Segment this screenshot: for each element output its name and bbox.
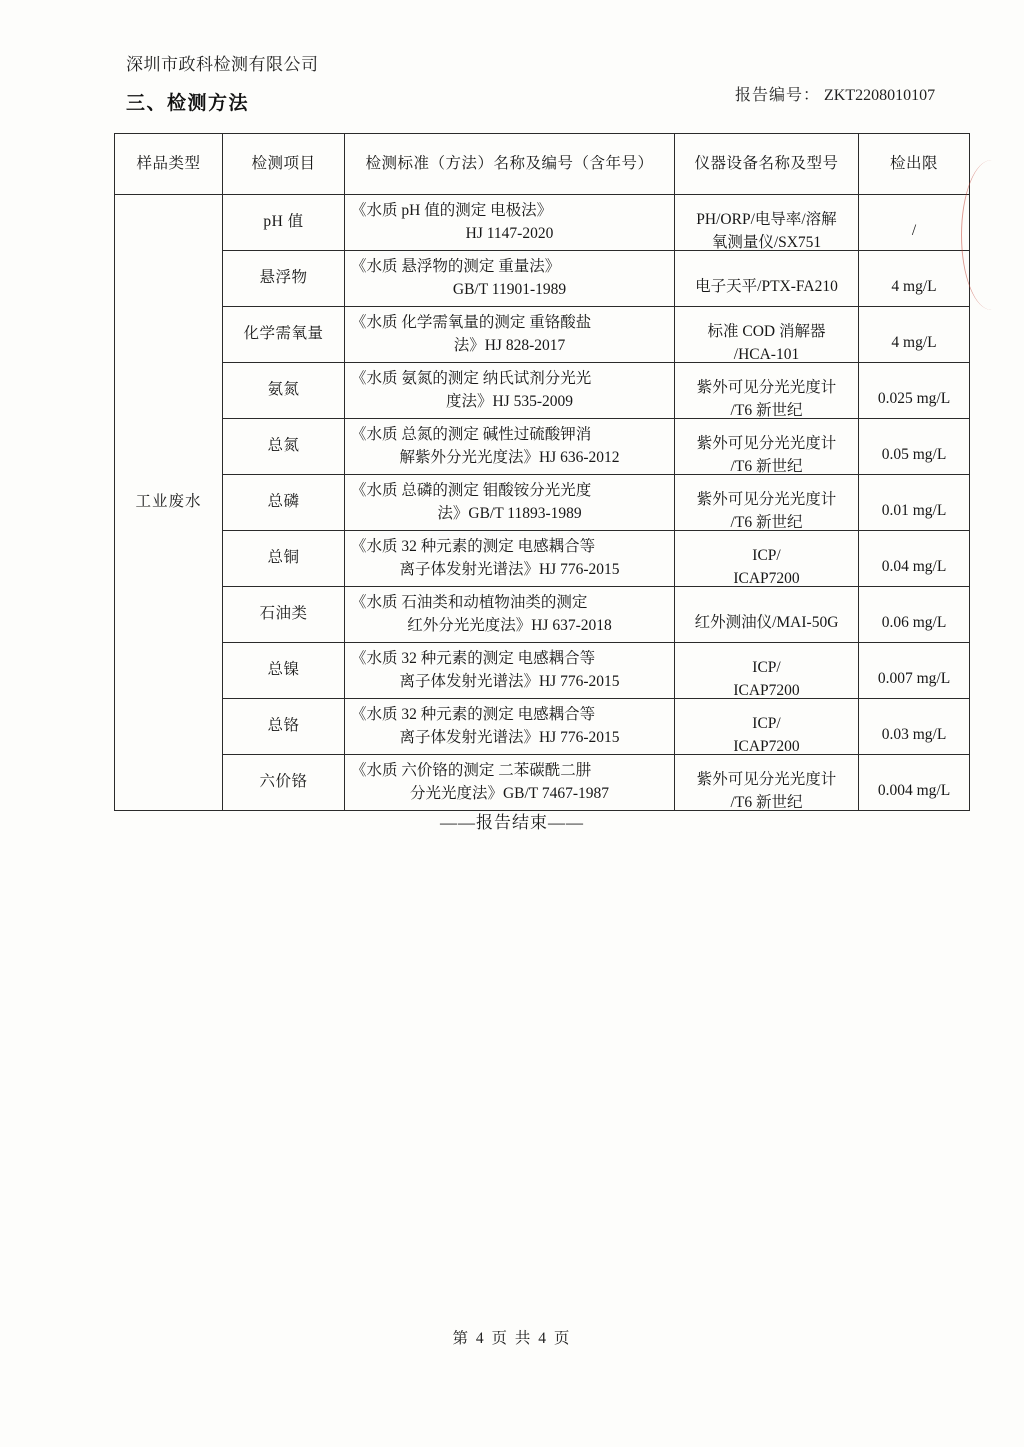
cell-detection-limit bbox=[859, 195, 970, 251]
cell-detection-limit bbox=[859, 587, 970, 643]
table-row bbox=[115, 251, 970, 307]
cell-instrument bbox=[675, 699, 859, 755]
cell-standard bbox=[345, 363, 675, 419]
standard-line-2: 离子体发射光谱法》HJ 776-2015 bbox=[399, 672, 620, 690]
standard-line-1: 《水质 石油类和动植物油类的测定 bbox=[351, 594, 588, 612]
column-header-standard: 检测标准（方法）名称及编号（含年号） bbox=[345, 134, 675, 195]
detection-limit-value: 4 mg/L bbox=[891, 278, 937, 296]
table-row bbox=[115, 531, 970, 587]
cell-test-item: 总氮 bbox=[223, 419, 345, 475]
table-row bbox=[115, 307, 970, 363]
cell-detection-limit bbox=[859, 307, 970, 363]
cell-instrument bbox=[675, 363, 859, 419]
section-title: 三、检测方法 bbox=[126, 93, 250, 114]
cell-test-item: 氨氮 bbox=[223, 363, 345, 419]
cell-instrument bbox=[675, 755, 859, 811]
company-name: 深圳市政科检测有限公司 bbox=[126, 55, 319, 74]
report-number-value: ZKT2208010107 bbox=[824, 87, 936, 104]
instrument-line-1: 紫外可见分光光度计 bbox=[696, 379, 837, 397]
cell-standard bbox=[345, 755, 675, 811]
stamp-arc-mark bbox=[961, 160, 1022, 310]
end-of-report-text: ——报告结束—— bbox=[440, 813, 584, 832]
cell-detection-limit bbox=[859, 475, 970, 531]
standard-line-1: 《水质 32 种元素的测定 电感耦合等 bbox=[351, 650, 596, 668]
instrument-line-1: 标准 COD 消解器 bbox=[707, 323, 826, 341]
standard-line-1: 《水质 总磷的测定 钼酸铵分光光度 bbox=[351, 482, 592, 500]
cell-test-item: 悬浮物 bbox=[223, 251, 345, 307]
instrument-line-2: /T6 新世纪 bbox=[730, 401, 803, 419]
standard-line-1: 《水质 32 种元素的测定 电感耦合等 bbox=[351, 538, 596, 556]
instrument-line-1: PH/ORP/电导率/溶解 bbox=[696, 211, 837, 229]
standard-line-2: 度法》HJ 535-2009 bbox=[445, 392, 573, 410]
instrument-line-2: /HCA-101 bbox=[733, 345, 800, 363]
cell-instrument bbox=[675, 195, 859, 251]
cell-instrument bbox=[675, 531, 859, 587]
detection-limit-value: 0.04 mg/L bbox=[881, 558, 947, 576]
column-header-detection-limit: 检出限 bbox=[859, 134, 970, 195]
detection-limit-value: 0.06 mg/L bbox=[881, 614, 947, 632]
standard-line-2: HJ 1147-2020 bbox=[465, 224, 554, 242]
method-table-wrapper bbox=[114, 133, 969, 811]
standard-line-1: 《水质 32 种元素的测定 电感耦合等 bbox=[351, 706, 596, 724]
instrument-line-1: 紫外可见分光光度计 bbox=[696, 491, 837, 509]
detection-limit-value: / bbox=[911, 222, 917, 240]
page-footer: 第 4 页 共 4 页 bbox=[452, 1330, 572, 1347]
detection-limit-value: 4 mg/L bbox=[891, 334, 937, 352]
method-table bbox=[114, 133, 970, 811]
instrument-line-1: 紫外可见分光光度计 bbox=[696, 435, 837, 453]
table-row bbox=[115, 363, 970, 419]
cell-standard bbox=[345, 419, 675, 475]
cell-test-item: 化学需氧量 bbox=[223, 307, 345, 363]
standard-line-1: 《水质 氨氮的测定 纳氏试剂分光光 bbox=[351, 370, 592, 388]
report-number-label: 报告编号： bbox=[735, 87, 821, 104]
standard-line-2: 解紫外分光光度法》HJ 636-2012 bbox=[399, 448, 620, 466]
standard-line-2: 红外分光光度法》HJ 637-2018 bbox=[407, 616, 612, 634]
cell-detection-limit bbox=[859, 419, 970, 475]
cell-detection-limit bbox=[859, 699, 970, 755]
detection-limit-value: 0.05 mg/L bbox=[881, 446, 947, 464]
column-header-sample-type: 样品类型 bbox=[115, 134, 223, 195]
table-header bbox=[115, 134, 970, 195]
instrument-line-1: ICP/ bbox=[752, 547, 781, 565]
standard-line-1: 《水质 化学需氧量的测定 重铬酸盐 bbox=[351, 314, 592, 332]
standard-line-1: 《水质 悬浮物的测定 重量法》 bbox=[351, 258, 561, 276]
cell-sample-type: 工业废水 bbox=[115, 195, 223, 811]
standard-line-2: GB/T 11901-1989 bbox=[452, 280, 567, 298]
detection-limit-value: 0.03 mg/L bbox=[881, 726, 947, 744]
standard-line-2: 分光光度法》GB/T 7467-1987 bbox=[409, 784, 610, 802]
detection-limit-value: 0.007 mg/L bbox=[877, 670, 951, 688]
cell-standard bbox=[345, 699, 675, 755]
table-row bbox=[115, 755, 970, 811]
cell-test-item: pH 值 bbox=[223, 195, 345, 251]
standard-line-1: 《水质 六价铬的测定 二苯碳酰二肼 bbox=[351, 762, 592, 780]
cell-instrument bbox=[675, 419, 859, 475]
cell-instrument bbox=[675, 307, 859, 363]
instrument-line-1: 红外测油仪/MAI-50G bbox=[694, 614, 839, 632]
table-row bbox=[115, 699, 970, 755]
instrument-line-1: ICP/ bbox=[752, 715, 781, 733]
cell-detection-limit bbox=[859, 643, 970, 699]
cell-standard bbox=[345, 475, 675, 531]
instrument-line-1: 紫外可见分光光度计 bbox=[696, 771, 837, 789]
detection-limit-value: 0.01 mg/L bbox=[881, 502, 947, 520]
cell-detection-limit bbox=[859, 755, 970, 811]
standard-line-2: 离子体发射光谱法》HJ 776-2015 bbox=[399, 728, 620, 746]
cell-detection-limit bbox=[859, 531, 970, 587]
cell-standard bbox=[345, 251, 675, 307]
table-row bbox=[115, 195, 970, 251]
cell-instrument bbox=[675, 643, 859, 699]
standard-line-2: 法》HJ 828-2017 bbox=[453, 336, 566, 354]
instrument-line-2: ICAP7200 bbox=[733, 737, 800, 755]
table-body bbox=[115, 195, 970, 811]
cell-instrument bbox=[675, 475, 859, 531]
cell-standard bbox=[345, 531, 675, 587]
table-row bbox=[115, 419, 970, 475]
cell-test-item: 总磷 bbox=[223, 475, 345, 531]
cell-detection-limit bbox=[859, 363, 970, 419]
instrument-line-2: /T6 新世纪 bbox=[730, 793, 803, 811]
detection-limit-value: 0.004 mg/L bbox=[877, 782, 951, 800]
standard-line-2: 法》GB/T 11893-1989 bbox=[437, 504, 582, 522]
table-row bbox=[115, 643, 970, 699]
column-header-test-item: 检测项目 bbox=[223, 134, 345, 195]
cell-instrument bbox=[675, 251, 859, 307]
cell-instrument bbox=[675, 587, 859, 643]
standard-line-2: 离子体发射光谱法》HJ 776-2015 bbox=[399, 560, 620, 578]
detection-limit-value: 0.025 mg/L bbox=[877, 390, 951, 408]
cell-test-item: 总铬 bbox=[223, 699, 345, 755]
standard-line-1: 《水质 总氮的测定 碱性过硫酸钾消 bbox=[351, 426, 592, 444]
table-row bbox=[115, 475, 970, 531]
cell-standard bbox=[345, 643, 675, 699]
table-row bbox=[115, 587, 970, 643]
cell-test-item: 总镍 bbox=[223, 643, 345, 699]
cell-test-item: 六价铬 bbox=[223, 755, 345, 811]
cell-standard bbox=[345, 307, 675, 363]
instrument-line-2: /T6 新世纪 bbox=[730, 457, 803, 475]
column-header-instrument: 仪器设备名称及型号 bbox=[675, 134, 859, 195]
instrument-line-1: ICP/ bbox=[752, 659, 781, 677]
instrument-line-1: 电子天平/PTX-FA210 bbox=[695, 278, 838, 296]
standard-line-1: 《水质 pH 值的测定 电极法》 bbox=[351, 202, 553, 220]
cell-standard bbox=[345, 587, 675, 643]
cell-standard bbox=[345, 195, 675, 251]
instrument-line-2: ICAP7200 bbox=[733, 681, 800, 699]
table-header-row bbox=[115, 134, 970, 195]
instrument-line-2: ICAP7200 bbox=[733, 569, 800, 587]
cell-test-item: 石油类 bbox=[223, 587, 345, 643]
cell-detection-limit bbox=[859, 251, 970, 307]
cell-test-item: 总铜 bbox=[223, 531, 345, 587]
instrument-line-2: 氧测量仪/SX751 bbox=[711, 233, 822, 251]
instrument-line-2: /T6 新世纪 bbox=[730, 513, 803, 531]
report-number bbox=[735, 82, 935, 105]
